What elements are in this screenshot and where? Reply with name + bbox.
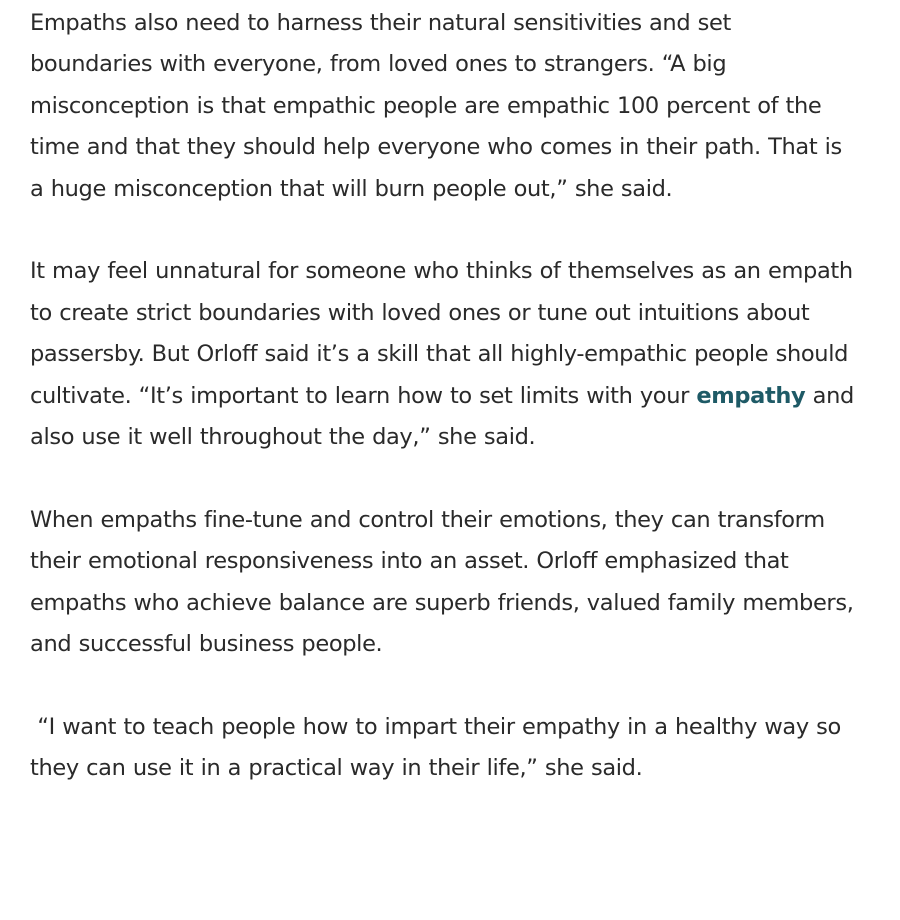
paragraph-fine-tune: When empaths fine-tune and control their emotions, they can transform their emotional responsiveness into an asset. Orloff emphasized that empaths who achieve balance are superb friends, valued family members, and successful business people. [30, 506, 854, 658]
paragraph-quote: “I want to teach people how to impart their empathy in a healthy way so they can use it in a practical way in their life,” she said. [30, 713, 849, 782]
paragraph-text-after-link: and also use it well throughout the day,” she said. [30, 382, 854, 451]
paragraph-boundaries: Empaths also need to harness their natural sensitivities and set boundaries with everyone, from loved ones to strangers. “A big misconception is that empathic people are empathic 100 percent of the time and that they should help everyone who comes in their path. That is a huge misconception that will burn people out,” she said. [30, 10, 842, 202]
article-body [30, 3, 860, 831]
paragraph-text-before-link: It may feel unnatural for someone who thinks of themselves as an empath to create strict boundaries with loved ones or tune out intuitions about passersby. But Orloff said it’s a skill that all highly-empathic people should cultivate. “It’s important to learn how to set limits with your [30, 258, 853, 409]
paragraph-strict-boundaries [30, 251, 860, 458]
empathy-link[interactable]: empathy [696, 382, 806, 409]
